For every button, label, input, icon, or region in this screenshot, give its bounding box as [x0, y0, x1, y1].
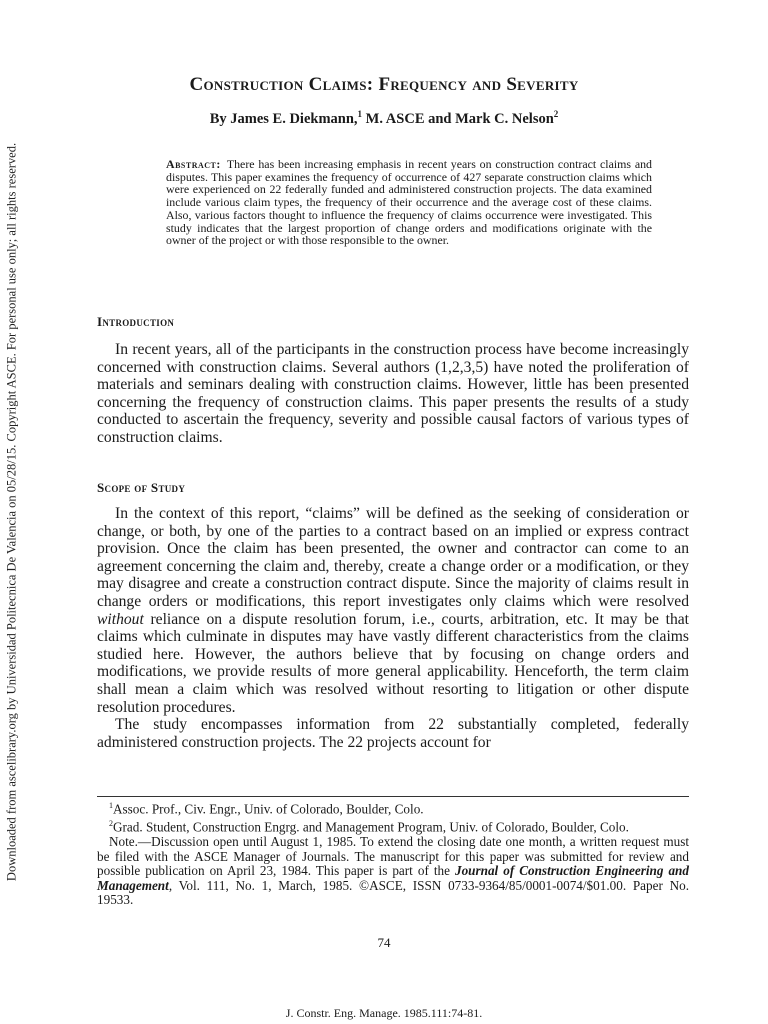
scope-p1-text-b: reliance on a dispute resolution forum, i.e., courts, arbitration, etc. It may be that claims which culminate in disputes may have vastly different characteristics from the claims studied here. However, the authors believe that by focusing on change orders and modifications, we provide results of more general applicability. Henceforth, the term claim shall mean a claim which was resolved without resorting to litigation or other dispute resolution procedures.: [97, 610, 689, 716]
paper-title: Construction Claims: Frequency and Severity: [189, 74, 579, 95]
footnote-1-mark: 1: [109, 801, 113, 810]
author-1-footnote-mark: 1: [357, 109, 363, 119]
page-number: 74: [377, 935, 391, 950]
scope-body: [97, 505, 689, 751]
note-text-b: , Vol. 111, No. 1, March, 1985. ©ASCE, ISSN 0733-9364/85/0001-0074/$01.00. Paper No. 19533.: [97, 877, 689, 908]
author-2: M. ASCE and Mark C. Nelson: [362, 110, 554, 127]
introduction-body: [97, 341, 689, 447]
note-text-a: Note.—Discussion open until August 1, 1985. To extend the closing date one month, a written request must be filed with the ASCE Manager of Journals. The manuscript for this paper was submitted for review and possible publication on April 23, 1984. This paper is part of the: [97, 833, 689, 879]
footnote-2: [97, 817, 689, 835]
abstract-text: There has been increasing emphasis in recent years on construction contract claims and disputes. This paper examines the frequency of occurrence of 427 separate construction claims which were experienced on 22 federally funded and administered construction projects. The data examined include various claim types, the frequency of their occurrence and the average cost of these claims. Also, various factors thought to influence the frequency of claims occurrence were investigated. This study indicates that the largest proportion of change orders and modifications originate with the owner of the project or with those responsible to the owner.: [166, 157, 652, 248]
scope-p1-text-a: In the context of this report, “claims” will be defined as the seeking of consideration or change, or both, by one of the parties to a contract based on an implied or express contract provision. Once the claim has been presented, the owner and contractor can come to an agreement concerning the claim and, thereby, create a change order or a modification, or they may disagree and create a construction contract dispute. Since the majority of claims result in change orders or modifications, this report investigates only claims which were resolved: [97, 505, 689, 610]
section-heading-scope: Scope of Study: [97, 480, 186, 495]
scope-paragraph-2: The study encompasses information from 22 substantially completed, federally administered construction projects. The 22 projects account for: [97, 716, 689, 751]
citation-footer: J. Constr. Eng. Manage. 1985.111:74-81.: [285, 1006, 483, 1020]
abstract-label: Abstract:: [166, 157, 221, 171]
download-notice: [0, 0, 24, 1024]
author-1: By James E. Diekmann,: [209, 110, 358, 127]
scope-paragraph-1: [97, 505, 689, 716]
section-heading-introduction: Introduction: [97, 314, 175, 329]
footnotes: [97, 796, 689, 908]
footnote-1: [97, 799, 689, 817]
discussion-note: [97, 835, 689, 908]
footnote-1-text: Assoc. Prof., Civ. Engr., Univ. of Colorado, Boulder, Colo.: [113, 801, 424, 817]
abstract: [166, 158, 652, 247]
journal-name: Journal of Construction Engineering and Management: [97, 863, 689, 893]
author-2-footnote-mark: 2: [553, 109, 559, 119]
footnote-2-text: Grad. Student, Construction Engrg. and Management Program, Univ. of Colorado, Boulder, Colo.: [113, 819, 629, 835]
introduction-paragraph: In recent years, all of the participants in the construction process have become increasingly concerned with construction claims. Several authors (1,2,3,5) have noted the proliferation of materials and seminars dealing with construction claims. However, little has been presented concerning the frequency of construction claims. This paper presents the results of a study conducted to ascertain the frequency, severity and possible causal factors of various types of construction claims.: [97, 341, 689, 446]
footnote-2-mark: 2: [109, 818, 113, 828]
download-notice-text: Downloaded from ascelibrary.org by Universidad Politecnica De Valencia on 05/28/15. Copyright ASCE. For personal use only; all rights reserved.: [4, 142, 19, 882]
author-line: [0, 109, 768, 128]
scope-p1-emphasis: without: [97, 610, 144, 628]
